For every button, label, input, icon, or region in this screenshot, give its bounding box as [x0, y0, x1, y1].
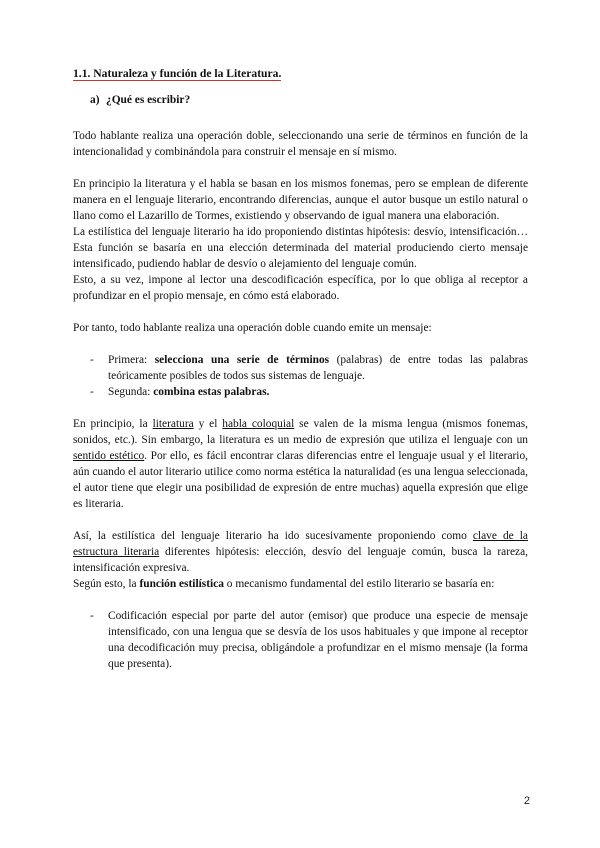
text-run: En principio, la [73, 418, 153, 430]
bold-term: función estilística [139, 578, 224, 590]
subsection-title [90, 92, 528, 108]
stylistic-function-list [73, 608, 528, 672]
link-literatura[interactable]: literatura [152, 418, 194, 430]
section-title [73, 66, 528, 82]
text-run: se valen de la misma lengua (mismos fonemas, sonidos, etc.). Sin embargo, la literatura es un medio de expresión que utiliza el lenguaje con un [73, 418, 529, 446]
paragraph-7 [73, 528, 528, 576]
text-run: . Por ello, es fácil encontrar claras diferencias entre el lenguaje usual y el literario, aún cuando el autor literario utilice como norma estética la naturalidad (es una lengua seleccionada, el autor tiene que elegir una posibilidad de expresión de entre muchas) aquella expresión que elige es literaria. [73, 450, 528, 510]
paragraph-8 [73, 576, 528, 592]
paragraph-3: La estilística del lenguaje literario ha ido proponiendo distintas hipótesis: desvío, intensificación… Esta función se basaría en una elección determinada del material produciendo cierto mensaje intensificado, pudiendo hablar de desvío o alejamiento del lenguaje común. [73, 226, 528, 270]
paragraph-2: En principio la literatura y el habla se basan en los mismos fonemas, pero se emplean de diferente manera en el lenguaje literario, encontrando diferencias, aunque el autor busque un estilo natural o llano como el Lazarillo de Tormes, existiendo y observando de igual manera una elaboración. [73, 178, 528, 222]
subsection-title-text: ¿Qué es escribir? [106, 94, 191, 106]
list-item [73, 352, 528, 384]
paragraph-1: Todo hablante realiza una operación doble, seleccionando una serie de términos en función de la intencionalidad y combinándola para construir el mensaje en sí mismo. [73, 130, 528, 158]
subsection-marker: a) [90, 94, 100, 106]
list-item-text: (palabras) de entre todas las palabras teóricamente posibles de todos sus sistemas de lenguaje. [108, 354, 528, 382]
operations-list [73, 352, 528, 400]
list-item-text: Primera: [108, 354, 155, 366]
text-run: diferentes hipótesis: elección, desvío del lenguaje común, busca la rareza, intensificación expresiva. [73, 546, 528, 574]
dash-bullet: - [90, 386, 94, 398]
paragraph-6 [73, 416, 528, 512]
link-clave-estructura-literaria[interactable]: clave de la estructura literaria [73, 530, 528, 558]
document-page [73, 66, 528, 672]
dash-bullet: - [90, 610, 94, 622]
text-run: y el [193, 418, 223, 430]
paragraph-5: Por tanto, todo hablante realiza una operación doble cuando emite un mensaje: [73, 322, 432, 334]
page-number: 2 [523, 795, 530, 807]
list-item [73, 384, 528, 400]
paragraph-4: Esto, a su vez, impone al lector una descodificación específica, por lo que obliga al receptor a profundizar en el propio mensaje, en cómo está elaborado. [73, 274, 528, 302]
list-item-bold: selecciona una serie de términos [154, 354, 330, 366]
section-title-text: 1.1. Naturaleza y función de la Literatura. [73, 67, 282, 80]
link-sentido-estetico[interactable]: sentido estético [73, 450, 145, 462]
list-item-text: Codificación especial por parte del autor (emisor) que produce una especie de mensaje intensificado, con una lengua que se desvía de los usos habituales y que impone al receptor una decodificación muy precisa, obligándole a profundizar en el mismo mensaje (la forma que presenta). [108, 610, 528, 670]
list-item-text: Segunda: [108, 386, 154, 398]
link-habla-coloquial[interactable]: habla coloquial [222, 418, 295, 430]
text-run: Según esto, la [73, 578, 140, 590]
list-item-bold: combina estas palabras. [153, 386, 270, 398]
text-run: o mecanismo fundamental del estilo literario se basaría en: [223, 578, 495, 590]
dash-bullet: - [90, 354, 94, 366]
text-run: Así, la estilística del lenguaje literario ha ido sucesivamente proponiendo como [73, 530, 473, 542]
list-item [73, 608, 528, 672]
